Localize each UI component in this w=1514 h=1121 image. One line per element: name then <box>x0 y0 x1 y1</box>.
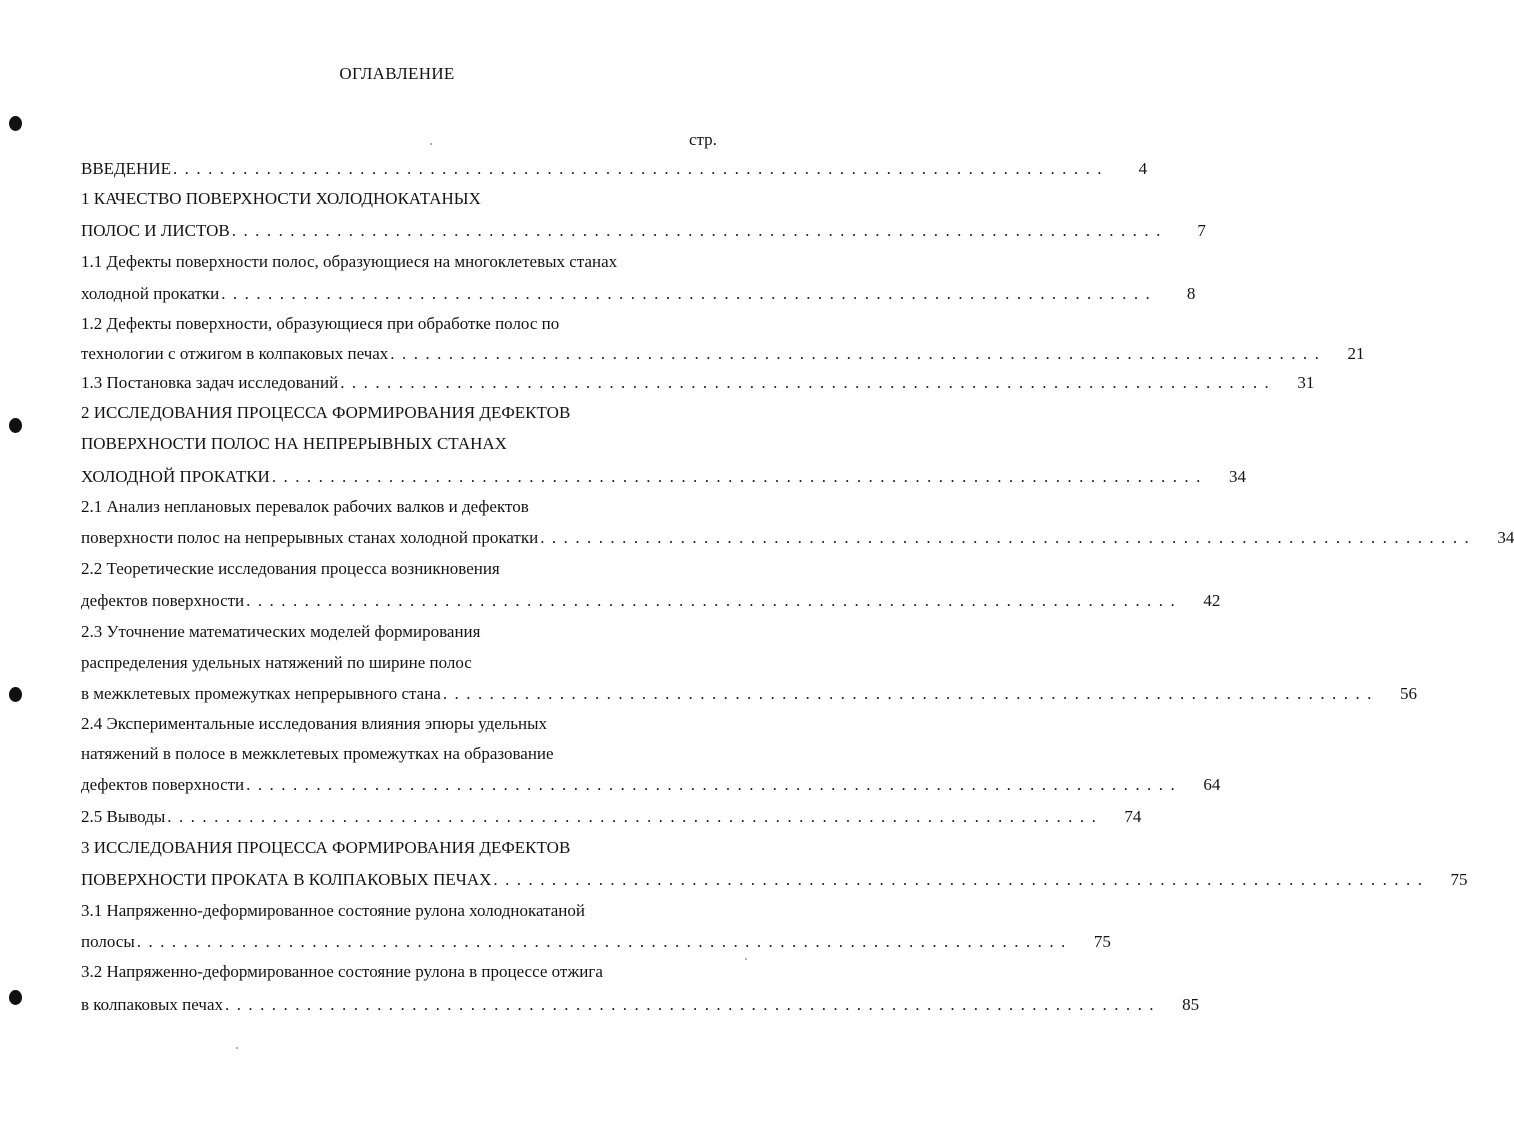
leader-dots: . . . . . . . . . . . . . . . . . . . . . . . . . . . . . . . . . . . . . . . . . . . . . . . . . . . . . . . . . . . . . . . . . . . . . . . . . . . . . . . . <box>225 995 1156 1014</box>
toc-entry <box>81 930 1111 954</box>
punch-hole <box>9 990 22 1005</box>
toc-entry-text: холодной прокатки <box>81 284 220 303</box>
toc-entry-text: в межклетевых промежутках непрерывного стана <box>81 684 441 703</box>
toc-entry-text: 1.3 Постановка задач исследований <box>81 373 339 392</box>
toc-entry <box>81 282 1196 306</box>
toc-entry-page: 42 <box>1203 591 1221 610</box>
scan-speck <box>430 143 432 145</box>
toc-entry-text: дефектов поверхности <box>81 591 245 610</box>
toc-entry <box>81 401 718 425</box>
leader-dots: . . . . . . . . . . . . . . . . . . . . . . . . . . . . . . . . . . . . . . . . . . . . . . . . . . . . . . . . . . . . . . . . . . . . . . . . . . . . . . . . <box>390 344 1321 363</box>
toc-entry-text: ПОВЕРХНОСТИ ПОЛОС НА НЕПРЕРЫВНЫХ СТАНАХ <box>81 434 507 453</box>
toc-entry-page: 4 <box>1138 159 1148 178</box>
leader-dots: . . . . . . . . . . . . . . . . . . . . . . . . . . . . . . . . . . . . . . . . . . . . . . . . . . . . . . . . . . . . . . . . . . . . . . . . . . . . . . . . <box>167 807 1098 826</box>
toc-entry-text: поверхности полос на непрерывных станах холодной прокатки <box>81 528 539 547</box>
toc-entry <box>81 651 718 675</box>
toc-entry <box>81 342 1365 366</box>
scan-speck <box>745 958 747 960</box>
toc-entry <box>81 682 1417 706</box>
leader-dots: . . . . . . . . . . . . . . . . . . . . . . . . . . . . . . . . . . . . . . . . . . . . . . . . . . . . . . . . . . . . . . . . . . . . . . . . . . . . . . . . <box>221 284 1152 303</box>
toc-entry-text: 3.1 Напряженно-деформированное состояние рулона холоднокатаной <box>81 901 585 920</box>
toc-entry-text: ПОЛОС И ЛИСТОВ <box>81 221 230 240</box>
punch-hole <box>9 687 22 702</box>
toc-entry-page: 75 <box>1093 932 1111 951</box>
toc-entry-page: 34 <box>1228 467 1246 486</box>
page-column-label: стр. <box>689 130 717 149</box>
toc-entry-text: 2.1 Анализ неплановых перевалок рабочих валков и дефектов <box>81 497 529 516</box>
toc-entry-text: 3 ИССЛЕДОВАНИЯ ПРОЦЕССА ФОРМИРОВАНИЯ ДЕФЕКТОВ <box>81 838 571 857</box>
leader-dots: . . . . . . . . . . . . . . . . . . . . . . . . . . . . . . . . . . . . . . . . . . . . . . . . . . . . . . . . . . . . . . . . . . . . . . . . . . . . . . . . <box>231 221 1162 240</box>
toc-entry <box>81 312 718 336</box>
leader-dots: . . . . . . . . . . . . . . . . . . . . . . . . . . . . . . . . . . . . . . . . . . . . . . . . . . . . . . . . . . . . . . . . . . . . . . . . . . . . . . . . <box>172 159 1104 178</box>
toc-entry-text: 2.2 Теоретические исследования процесса возникновения <box>81 559 500 578</box>
toc-entry-page: 31 <box>1297 373 1315 392</box>
toc-entry-page: 7 <box>1197 221 1206 240</box>
toc-entry-text: распределения удельных натяжений по ширине полос <box>81 653 472 672</box>
toc-entry <box>81 219 1206 243</box>
toc-entry-text: 1.2 Дефекты поверхности, образующиеся при обработке полос по <box>81 314 560 333</box>
page-title: ОГЛАВЛЕНИЕ <box>339 64 455 83</box>
toc-entry <box>81 805 1142 829</box>
leader-dots: . . . . . . . . . . . . . . . . . . . . . . . . . . . . . . . . . . . . . . . . . . . . . . . . . . . . . . . . . . . . . . . . . . . . . . . . . . . . . . . . <box>246 775 1177 794</box>
toc-entry <box>81 960 718 984</box>
toc-entry-text: 2.4 Экспериментальные исследования влияния эпюры удельных <box>81 714 547 733</box>
toc-entry-text: в колпаковых печах <box>81 995 223 1014</box>
toc-entry-page: 34 <box>1497 528 1514 547</box>
leader-dots: . . . . . . . . . . . . . . . . . . . . . . . . . . . . . . . . . . . . . . . . . . . . . . . . . . . . . . . . . . . . . . . . . . . . . . . . . . . . . . . . <box>493 870 1424 889</box>
toc-entry <box>81 742 718 766</box>
toc-entry-text: ХОЛОДНОЙ ПРОКАТКИ <box>81 467 270 486</box>
toc-entry-page: 75 <box>1450 870 1468 889</box>
toc-entry-page: 56 <box>1400 684 1417 703</box>
toc-entry <box>81 557 718 581</box>
toc-entry-page: 8 <box>1186 284 1196 303</box>
leader-dots: . . . . . . . . . . . . . . . . . . . . . . . . . . . . . . . . . . . . . . . . . . . . . . . . . . . . . . . . . . . . . . . . . . . . . . . . . . . . . . . . <box>271 467 1202 486</box>
toc-entry-text: ВВЕДЕНИЕ <box>81 159 171 178</box>
toc-entry <box>81 712 718 736</box>
toc-entry-text: 1 КАЧЕСТВО ПОВЕРХНОСТИ ХОЛОДНОКАТАНЫХ <box>81 189 481 208</box>
leader-dots: . . . . . . . . . . . . . . . . . . . . . . . . . . . . . . . . . . . . . . . . . . . . . . . . . . . . . . . . . . . . . . . . . . . . . . . . . . . . . . . . <box>540 528 1471 547</box>
toc-entry-text: 2 ИССЛЕДОВАНИЯ ПРОЦЕССА ФОРМИРОВАНИЯ ДЕФЕКТОВ <box>81 403 571 422</box>
toc-entry-text: 2.3 Уточнение математических моделей формирования <box>81 622 481 641</box>
punch-hole <box>9 418 22 433</box>
toc-entry-page: 21 <box>1347 344 1365 363</box>
toc-entry-page: 74 <box>1124 807 1142 826</box>
toc-entry <box>81 157 1148 181</box>
leader-dots: . . . . . . . . . . . . . . . . . . . . . . . . . . . . . . . . . . . . . . . . . . . . . . . . . . . . . . . . . . . . . . . . . . . . . . . . . . . . . . . . <box>340 373 1271 392</box>
leader-dots: . . . . . . . . . . . . . . . . . . . . . . . . . . . . . . . . . . . . . . . . . . . . . . . . . . . . . . . . . . . . . . . . . . . . . . . . . . . . . . . . <box>136 932 1067 951</box>
toc-entry <box>81 589 1221 613</box>
toc-entry-page: 64 <box>1203 775 1221 794</box>
punch-hole <box>9 116 22 131</box>
scan-speck <box>236 1047 238 1049</box>
toc-entry <box>81 432 718 456</box>
leader-dots: . . . . . . . . . . . . . . . . . . . . . . . . . . . . . . . . . . . . . . . . . . . . . . . . . . . . . . . . . . . . . . . . . . . . . . . . . . . . . . . . <box>246 591 1177 610</box>
toc-entry-text: натяжений в полосе в межклетевых промежутках на образование <box>81 744 554 763</box>
toc-entry-text: технологии с отжигом в колпаковых печах <box>81 344 389 363</box>
toc-entry <box>81 250 718 274</box>
toc-entry <box>81 620 718 644</box>
toc-entry-text: дефектов поверхности <box>81 775 245 794</box>
toc-entry-text: 2.5 Выводы <box>81 807 166 826</box>
toc-entry-text: 1.1 Дефекты поверхности полос, образующиеся на многоклетевых станах <box>81 252 618 271</box>
toc-entry-page: 85 <box>1182 995 1200 1014</box>
toc-entry <box>81 836 718 860</box>
toc-entry <box>81 187 718 211</box>
toc-entry <box>81 465 1246 489</box>
toc-entry <box>81 868 1468 892</box>
toc-entry-text: полосы <box>81 932 135 951</box>
toc-entry-text: ПОВЕРХНОСТИ ПРОКАТА В КОЛПАКОВЫХ ПЕЧАХ <box>81 870 492 889</box>
toc-entry-text: 3.2 Напряженно-деформированное состояние рулона в процессе отжига <box>81 962 603 981</box>
toc-entry <box>81 371 1315 395</box>
toc-entry <box>81 495 718 519</box>
toc-entry <box>81 899 718 923</box>
toc-entry <box>81 993 1200 1017</box>
toc-entry <box>81 526 1514 550</box>
leader-dots: . . . . . . . . . . . . . . . . . . . . . . . . . . . . . . . . . . . . . . . . . . . . . . . . . . . . . . . . . . . . . . . . . . . . . . . . . . . . . . . . <box>442 684 1373 703</box>
toc-entry <box>81 773 1221 797</box>
